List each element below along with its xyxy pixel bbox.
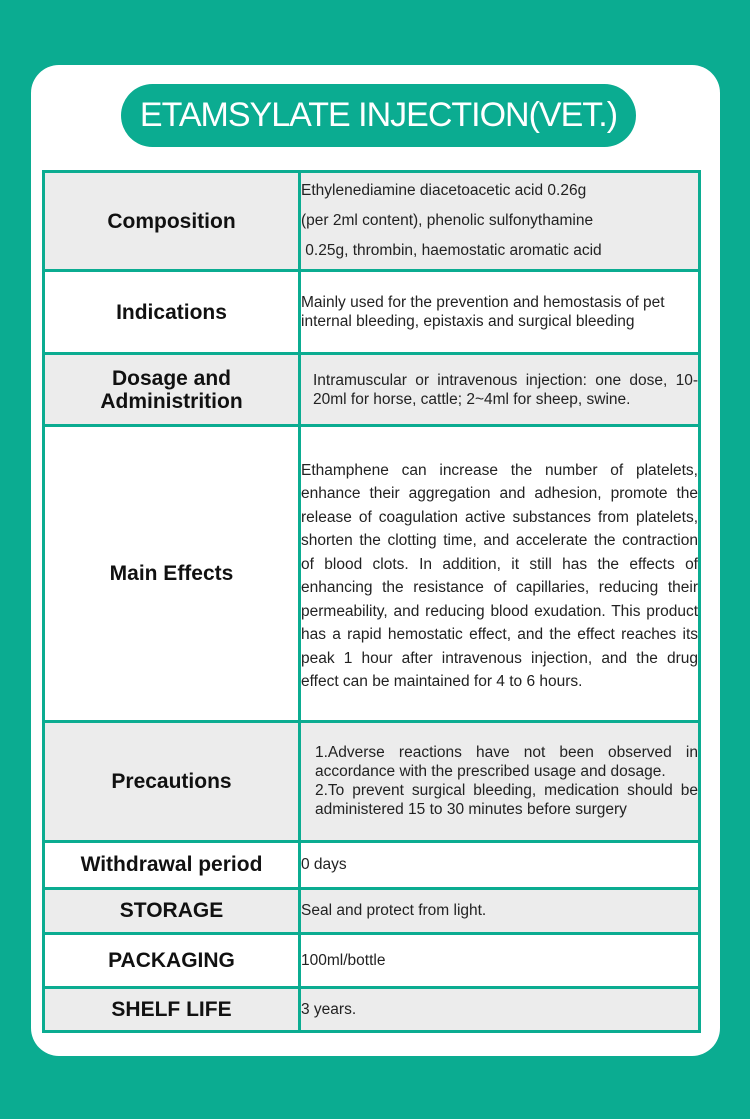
table-row-dosage — [44, 354, 700, 426]
table-row-shelf-life — [44, 987, 700, 1031]
table-row-withdrawal — [44, 841, 700, 888]
row-value: Mainly used for the prevention and hemostasis of pet internal bleeding, epistaxis and surgical bleeding — [300, 271, 700, 354]
row-value: Seal and protect from light. — [300, 888, 700, 933]
page-title: ETAMSYLATE INJECTION(VET.) — [121, 84, 636, 147]
row-value: 100ml/bottle — [300, 933, 700, 987]
table-row-composition — [44, 172, 700, 271]
row-label: SHELF LIFE — [44, 987, 300, 1031]
value-line: 2.To prevent surgical bleeding, medication should be administered 15 to 30 minutes before surgery — [315, 782, 698, 819]
row-value — [300, 172, 700, 271]
row-label: Dosage and Administrition — [44, 354, 300, 426]
row-label: PACKAGING — [44, 933, 300, 987]
table-row-indications — [44, 271, 700, 354]
row-label: STORAGE — [44, 888, 300, 933]
row-value: 3 years. — [300, 987, 700, 1031]
value-line: Ethylenediamine diacetoacetic acid 0.26g — [301, 182, 587, 200]
value-line: 0.25g, thrombin, haemostatic aromatic acid — [301, 242, 602, 260]
table-row-packaging — [44, 933, 700, 987]
row-value: 0 days — [300, 841, 700, 888]
spec-table — [42, 170, 701, 1033]
row-label: Withdrawal period — [44, 841, 300, 888]
table-row-storage — [44, 888, 700, 933]
row-value: Ethamphene can increase the number of platelets, enhance their aggregation and adhesion, promote the release of coagulation active substances from platelets, shorten the clotting time, and accelerate the contraction of blood clots. In addition, it still has the effects of enhancing the resistance of capillaries, reducing their permeability, and reducing blood exudation. This product has a rapid hemostatic effect, and the effect reaches its peak 1 hour after intravenous injection, and the drug effect can be maintained for 4 to 6 hours. — [300, 426, 700, 721]
row-value — [300, 721, 700, 841]
table-row-main-effects — [44, 426, 700, 721]
row-label: Main Effects — [44, 426, 300, 721]
value-line: 1.Adverse reactions have not been observed in accordance with the prescribed usage and dosage. — [315, 744, 698, 781]
row-label: Composition — [44, 172, 300, 271]
row-label: Precautions — [44, 721, 300, 841]
table-row-precautions — [44, 721, 700, 841]
value-line: (per 2ml content), phenolic sulfonythamine — [301, 212, 594, 230]
row-label: Indications — [44, 271, 300, 354]
row-value: Intramuscular or intravenous injection: one dose, 10-20ml for horse, cattle; 2~4ml for sheep, swine. — [300, 354, 700, 426]
